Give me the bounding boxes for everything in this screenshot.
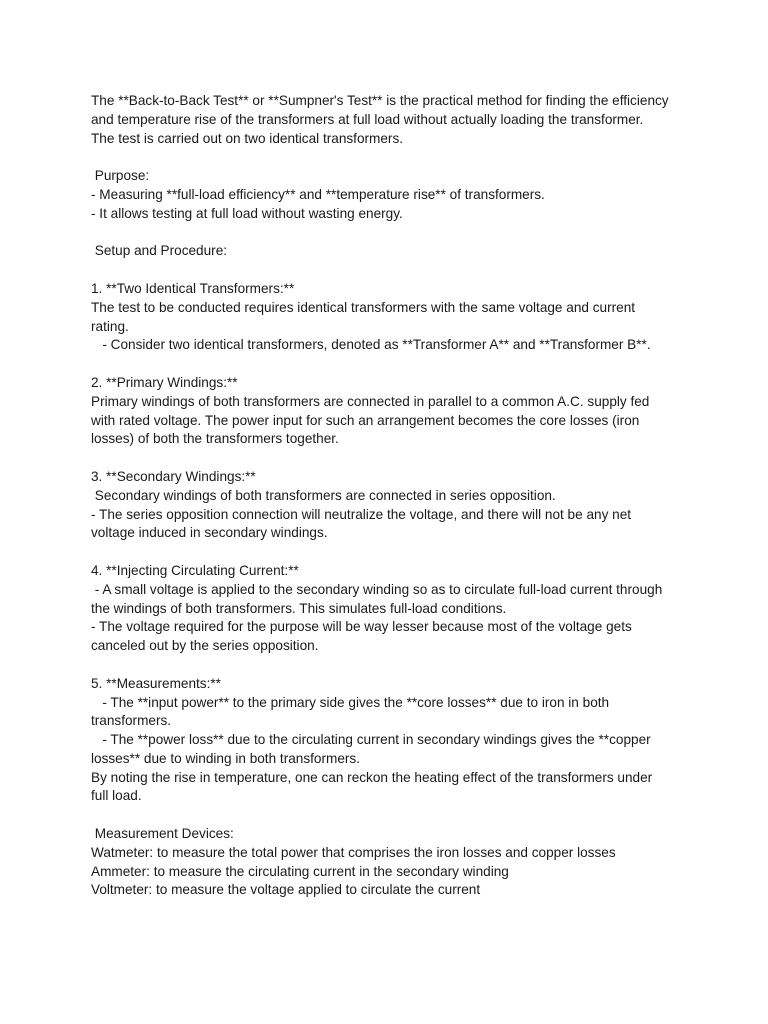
- text-line: Ammeter: to measure the circulating current in the secondary winding: [91, 863, 509, 879]
- text-line: The test is carried out on two identical transformers.: [91, 130, 404, 146]
- text-line: Measurement Devices:: [91, 826, 234, 842]
- text-line: - A small voltage is applied to the secondary winding so as to circulate full-load current through: [91, 581, 663, 597]
- text-line: - The voltage required for the purpose will be way lesser because most of the voltage gets: [91, 619, 632, 635]
- text-line: full load.: [91, 788, 142, 804]
- document-body: [91, 92, 691, 900]
- blank-line: [91, 656, 691, 675]
- text-line: voltage induced in secondary windings.: [91, 525, 328, 541]
- text-line: 4. **Injecting Circulating Current:**: [91, 562, 299, 578]
- text-line: Secondary windings of both transformers are connected in series opposition.: [91, 487, 556, 503]
- blank-line: [91, 148, 691, 167]
- text-line: Setup and Procedure:: [91, 243, 228, 259]
- blank-line: [91, 806, 691, 825]
- blank-line: [91, 543, 691, 562]
- text-line: Purpose:: [91, 168, 150, 184]
- text-line: and temperature rise of the transformers at full load without actually loading the transformer.: [91, 111, 644, 127]
- text-line: The test to be conducted requires identical transformers with the same voltage and current: [91, 299, 636, 315]
- text-line: the windings of both transformers. This simulates full-load conditions.: [91, 600, 507, 616]
- text-line: 3. **Secondary Windings:**: [91, 468, 256, 484]
- text-line: 5. **Measurements:**: [91, 675, 221, 691]
- text-line: - Consider two identical transformers, denoted as **Transformer A** and **Transformer B**.: [91, 337, 651, 353]
- text-line: - Measuring **full-load efficiency** and **temperature rise** of transformers.: [91, 186, 545, 202]
- text-line: Primary windings of both transformers are connected in parallel to a common A.C. supply fed: [91, 393, 650, 409]
- text-line: By noting the rise in temperature, one can reckon the heating effect of the transformers under: [91, 769, 653, 785]
- text-line: canceled out by the series opposition.: [91, 638, 319, 654]
- text-line: rating.: [91, 318, 129, 334]
- text-line: - The series opposition connection will neutralize the voltage, and there will not be any net: [91, 506, 632, 522]
- text-line: - The **input power** to the primary side gives the **core losses** due to iron in both: [91, 694, 610, 710]
- text-line: - It allows testing at full load without wasting energy.: [91, 205, 403, 221]
- text-line: Watmeter: to measure the total power that comprises the iron losses and copper losses: [91, 844, 616, 860]
- text-line: Voltmeter: to measure the voltage applied to circulate the current: [91, 882, 481, 898]
- blank-line: [91, 449, 691, 468]
- text-line: The **Back-to-Back Test** or **Sumpner's Test** is the practical method for finding the efficiency: [91, 93, 669, 108]
- blank-line: [91, 355, 691, 374]
- text-line: with rated voltage. The power input for such an arrangement becomes the core losses (iron: [91, 412, 640, 428]
- blank-line: [91, 261, 691, 280]
- text-line: 1. **Two Identical Transformers:**: [91, 280, 295, 296]
- text-line: transformers.: [91, 713, 172, 729]
- text-line: 2. **Primary Windings:**: [91, 374, 238, 390]
- text-line: losses) of both the transformers together.: [91, 431, 339, 447]
- text-line: losses** due to winding in both transformers.: [91, 750, 360, 766]
- blank-line: [91, 224, 691, 243]
- text-line: - The **power loss** due to the circulating current in secondary windings gives the **copper: [91, 732, 651, 748]
